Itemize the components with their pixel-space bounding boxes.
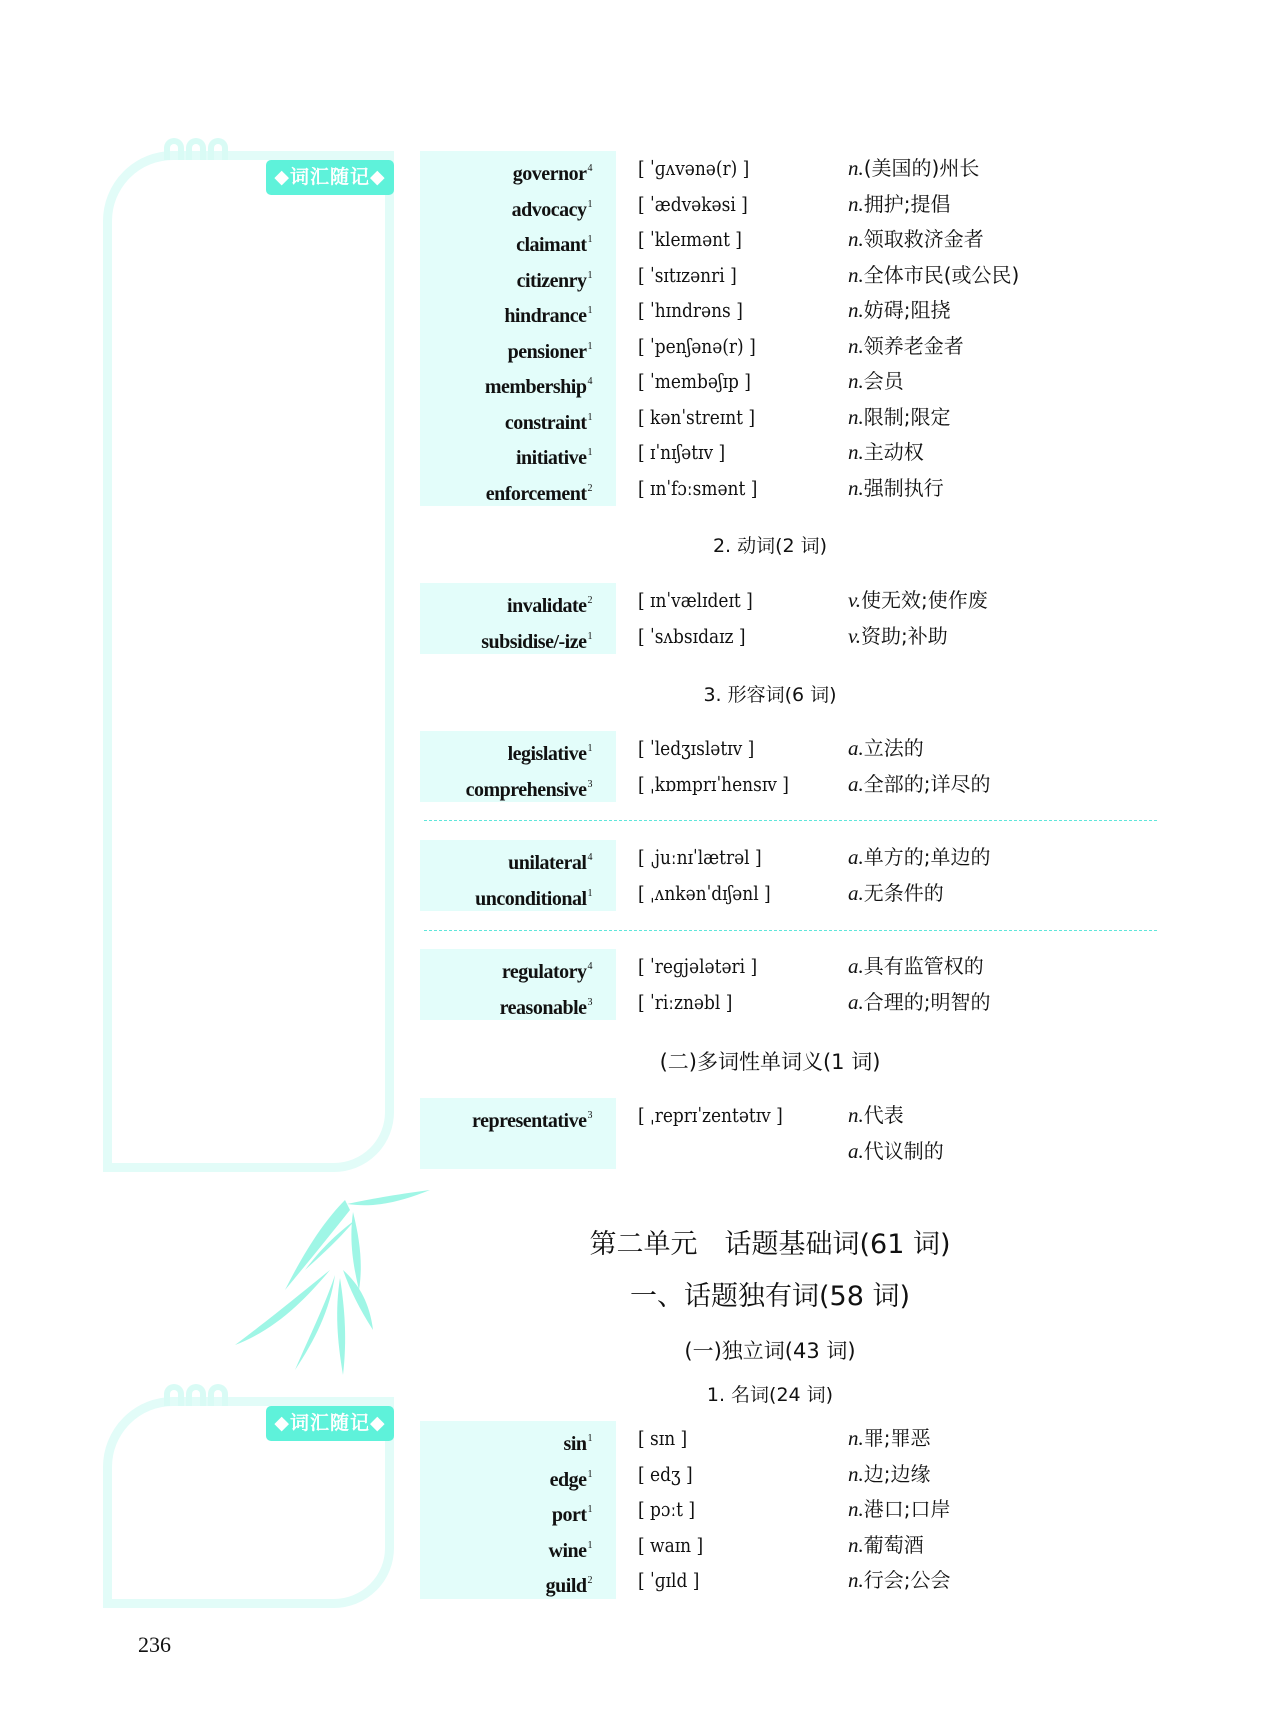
headword xyxy=(486,471,592,513)
meaning-text: 领养老金者 xyxy=(863,333,964,358)
meaning xyxy=(848,151,979,187)
phonetic: [ ˌreprɪˈzentətɪv ] xyxy=(638,1103,783,1127)
phonetic: [ ˈmembəʃɪp ] xyxy=(638,369,751,393)
frequency-mark: 2 xyxy=(587,1575,592,1586)
phonetic: [ ˈreɡjələtəri ] xyxy=(638,954,758,978)
notepad-badge: ◆词汇随记◆ xyxy=(266,160,394,195)
meaning xyxy=(848,1134,944,1170)
meaning-text: 强制执行 xyxy=(863,475,944,500)
phonetic: [ ˈɡʌvənə(r) ] xyxy=(638,156,750,180)
vocab-row xyxy=(420,1421,1160,1457)
headword-text: invalidate xyxy=(507,595,587,617)
phonetic: [ ˈædvəkəsi ] xyxy=(638,191,748,216)
meaning-text: 具有监管权的 xyxy=(863,954,984,978)
part-of-speech: n. xyxy=(848,1568,864,1592)
part-of-speech: a. xyxy=(848,989,864,1014)
meaning-text: 合理的;明智的 xyxy=(863,989,991,1014)
vocab-row xyxy=(420,1528,1160,1564)
part-of-speech: a. xyxy=(848,736,864,760)
vocab-row xyxy=(420,949,1160,985)
headword-text: unconditional xyxy=(475,887,587,910)
headword-text: port xyxy=(551,1504,587,1526)
part-of-speech: a. xyxy=(848,845,864,869)
meaning-text: 会员 xyxy=(863,369,904,393)
headword-text: advocacy xyxy=(511,198,587,221)
phonetic: [ edʒ ] xyxy=(638,1461,693,1486)
word-table xyxy=(420,731,1160,802)
frequency-mark: 1 xyxy=(587,1468,592,1480)
part-of-speech: n. xyxy=(848,227,864,251)
phonetic: [ ˌʌnkənˈdɪʃənl ] xyxy=(638,880,771,905)
vocab-row xyxy=(420,583,1160,619)
phonetic: [ waɪn ] xyxy=(638,1532,704,1557)
meaning-text: 资助;补助 xyxy=(861,623,948,648)
headword-text: sin xyxy=(563,1433,587,1455)
meaning-text: 无条件的 xyxy=(863,880,944,905)
headword-text: constraint xyxy=(504,411,587,434)
vocab-row xyxy=(420,876,1160,912)
headword-text: legislative xyxy=(507,743,587,765)
meaning xyxy=(848,1563,951,1599)
part-of-speech: a. xyxy=(848,954,864,978)
part-of-speech: n. xyxy=(848,191,864,216)
frequency-mark: 3 xyxy=(587,778,592,790)
part-of-speech: n. xyxy=(848,156,864,180)
frequency-mark: 1 xyxy=(587,887,592,899)
headword-text: edge xyxy=(549,1468,587,1491)
meaning xyxy=(848,949,984,985)
notepad-badge: ◆词汇随记◆ xyxy=(266,1406,394,1441)
headword-text: pensioner xyxy=(507,340,587,363)
phonetic: [ kənˈstreɪnt ] xyxy=(638,404,756,429)
part-of-speech: v. xyxy=(848,588,862,612)
meaning-text: 单方的;单边的 xyxy=(863,845,991,869)
part-of-speech: n. xyxy=(848,475,864,500)
headword-text: hindrance xyxy=(504,305,587,327)
binder-rings-icon xyxy=(164,138,228,160)
frequency-mark: 2 xyxy=(587,482,592,494)
meaning xyxy=(848,876,944,912)
frequency-mark: 3 xyxy=(587,1110,592,1121)
meaning xyxy=(848,400,951,436)
meaning xyxy=(848,731,924,767)
meaning-text: 全部的;详尽的 xyxy=(863,771,991,796)
meaning xyxy=(848,840,991,876)
word-table xyxy=(420,949,1160,1020)
meaning-text: 代议制的 xyxy=(863,1138,944,1163)
vocab-row xyxy=(420,435,1160,471)
headword xyxy=(591,1134,592,1176)
frequency-mark: 1 xyxy=(587,1504,592,1515)
vocab-row xyxy=(420,258,1160,294)
meaning-text: 妨碍;阻挠 xyxy=(863,298,951,322)
phonetic: [ ˈsɪtɪzənri ] xyxy=(638,262,737,287)
meaning-text: 立法的 xyxy=(863,736,924,760)
headword-text: subsidise/-ize xyxy=(481,630,587,653)
part-of-speech: n. xyxy=(848,1497,864,1521)
vocab-row xyxy=(420,364,1160,400)
meaning xyxy=(848,471,944,507)
meaning-text: 全体市民(或公民) xyxy=(863,262,1020,287)
bamboo-decoration xyxy=(235,1190,435,1380)
meaning xyxy=(848,985,991,1021)
part-of-speech: n. xyxy=(848,1103,864,1127)
frequency-mark: 1 xyxy=(587,340,592,352)
meaning xyxy=(848,435,924,471)
frequency-mark: 1 xyxy=(587,234,592,245)
phonetic: [ sɪn ] xyxy=(638,1426,688,1450)
part-of-speech: n. xyxy=(848,298,864,322)
meaning-text: 边;边缘 xyxy=(863,1461,931,1486)
meaning-text: 领取救济金者 xyxy=(863,227,984,251)
frequency-mark: 4 xyxy=(587,961,592,972)
phonetic: [ ɪˈnɪʃətɪv ] xyxy=(638,440,726,464)
subsection-title: (一)独立词(43 词) xyxy=(684,1339,856,1363)
phonetic: [ ˈɡɪld ] xyxy=(638,1568,700,1592)
meaning xyxy=(848,258,1019,294)
frequency-mark: 4 xyxy=(587,163,592,174)
vocab-row xyxy=(420,1098,1160,1134)
frequency-mark: 1 xyxy=(587,198,592,210)
frequency-mark: 4 xyxy=(587,852,592,863)
frequency-mark: 4 xyxy=(587,376,592,387)
meaning xyxy=(848,222,984,258)
meaning-text: 行会;公会 xyxy=(863,1568,951,1592)
part-of-speech: n. xyxy=(848,333,864,358)
headword-text: wine xyxy=(548,1539,587,1562)
vocab-row xyxy=(420,471,1160,507)
meaning-text: 葡萄酒 xyxy=(863,1532,924,1557)
part-of-speech: n. xyxy=(848,1426,864,1450)
vocab-row xyxy=(420,619,1160,655)
headword-text: enforcement xyxy=(485,482,587,505)
page-number: 236 xyxy=(138,1632,171,1657)
vocab-row xyxy=(420,1563,1160,1599)
vocab-row xyxy=(420,151,1160,187)
word-table xyxy=(420,151,1160,506)
phonetic: [ ɪnˈfɔːsmənt ] xyxy=(638,475,758,500)
meaning xyxy=(848,1528,924,1564)
divider xyxy=(424,820,1157,821)
meaning-text: 罪;罪恶 xyxy=(863,1426,931,1450)
meaning xyxy=(848,1492,951,1528)
word-table xyxy=(420,1421,1160,1599)
headword-text: comprehensive xyxy=(465,778,587,801)
part-of-speech: n. xyxy=(848,440,864,464)
meaning xyxy=(848,583,988,619)
frequency-mark: 1 xyxy=(587,1433,592,1444)
frequency-mark: 1 xyxy=(587,630,592,642)
meaning-text: 主动权 xyxy=(863,440,924,464)
vocab-row xyxy=(420,329,1160,365)
frequency-mark: 1 xyxy=(587,743,592,754)
meaning-text: 代表 xyxy=(863,1103,904,1127)
vocab-row xyxy=(420,222,1160,258)
headword-text: guild xyxy=(545,1575,587,1597)
meaning-text: 港口;口岸 xyxy=(863,1497,951,1521)
meaning-text: 限制;限定 xyxy=(863,404,951,429)
meaning-text: (美国的)州长 xyxy=(863,156,980,180)
vocab-row xyxy=(420,767,1160,803)
vocab-row xyxy=(420,1457,1160,1493)
section-heading: 2. 动词(2 词) xyxy=(712,535,828,557)
phonetic: [ ɪnˈvælɪdeɪt ] xyxy=(638,588,753,612)
part-of-speech: n. xyxy=(848,262,864,287)
binder-rings-icon xyxy=(164,1384,228,1406)
meaning xyxy=(848,1457,931,1493)
part-of-speech: n. xyxy=(848,1461,864,1486)
frequency-mark: 1 xyxy=(587,269,592,281)
meaning-text: 拥护;提倡 xyxy=(863,191,951,216)
frequency-mark: 2 xyxy=(587,595,592,606)
meaning xyxy=(848,187,951,223)
headword xyxy=(546,1563,592,1605)
phonetic: [ ˈsʌbsɪdaɪz ] xyxy=(638,623,746,648)
headword xyxy=(481,619,592,661)
word-table xyxy=(420,840,1160,911)
headword xyxy=(475,876,592,918)
headword-text: reasonable xyxy=(499,996,587,1019)
part-of-speech: a. xyxy=(848,880,864,905)
headword-text: governor xyxy=(512,163,587,185)
headword-text: regulatory xyxy=(501,961,587,983)
vocab-notepad xyxy=(103,151,394,1172)
phonetic: [ ˌjuːnɪˈlætrəl ] xyxy=(638,845,762,869)
headword-text: claimant xyxy=(516,234,587,256)
meaning-text: 使无效;使作废 xyxy=(861,588,988,612)
meaning xyxy=(848,293,951,329)
section-heading: 3. 形容词(6 词) xyxy=(703,684,837,706)
headword-text: representative xyxy=(472,1110,587,1132)
meaning xyxy=(848,1098,904,1134)
word-table xyxy=(420,583,1160,654)
headword-text: unilateral xyxy=(508,852,587,874)
vocab-row xyxy=(420,1492,1160,1528)
part-of-speech: n. xyxy=(848,369,864,393)
meaning xyxy=(848,767,991,803)
part-of-speech: a. xyxy=(848,771,864,796)
divider xyxy=(424,930,1157,931)
frequency-mark: 1 xyxy=(587,411,592,423)
frequency-mark: 1 xyxy=(587,447,592,458)
part-of-speech: n. xyxy=(848,404,864,429)
frequency-mark: 1 xyxy=(587,1539,592,1551)
headword xyxy=(466,767,592,809)
word-table xyxy=(420,1098,1160,1169)
part-of-speech: v. xyxy=(848,623,862,648)
vocab-row xyxy=(420,293,1160,329)
meaning xyxy=(848,1421,931,1457)
vocab-row xyxy=(420,985,1160,1021)
vocab-row xyxy=(420,840,1160,876)
phonetic: [ ˈpenʃənə(r) ] xyxy=(638,333,756,358)
phonetic: [ ˈriːznəbl ] xyxy=(638,989,733,1014)
phonetic: [ ˌkɒmprɪˈhensɪv ] xyxy=(638,771,789,796)
meaning xyxy=(848,619,948,655)
meaning xyxy=(848,329,964,365)
vocab-notepad xyxy=(103,1397,394,1608)
unit-title: 第二单元 话题基础词(61 词) xyxy=(589,1229,951,1260)
headword-text: membership xyxy=(484,376,587,398)
vocab-row xyxy=(420,731,1160,767)
part-of-speech: a. xyxy=(848,1138,864,1163)
part-of-speech: n. xyxy=(848,1532,864,1557)
frequency-mark: 3 xyxy=(587,996,592,1008)
headword-text: citizenry xyxy=(516,269,587,292)
phonetic: [ pɔːt ] xyxy=(638,1497,696,1521)
phonetic: [ ˈhɪndrəns ] xyxy=(638,298,743,322)
phonetic: [ ˈledʒɪslətɪv ] xyxy=(638,736,755,760)
section-title: 一、话题独有词(58 词) xyxy=(629,1281,910,1312)
phonetic: [ ˈkleɪmənt ] xyxy=(638,227,742,251)
vocab-row xyxy=(420,1134,1160,1170)
headword-text: initiative xyxy=(515,447,587,469)
section-heading: (二)多词性单词义(1 词) xyxy=(659,1050,881,1074)
headword xyxy=(500,985,592,1027)
frequency-mark: 1 xyxy=(587,305,592,316)
vocab-row xyxy=(420,400,1160,436)
meaning xyxy=(848,364,904,400)
vocab-row xyxy=(420,187,1160,223)
section-heading: 1. 名词(24 词) xyxy=(706,1384,834,1406)
